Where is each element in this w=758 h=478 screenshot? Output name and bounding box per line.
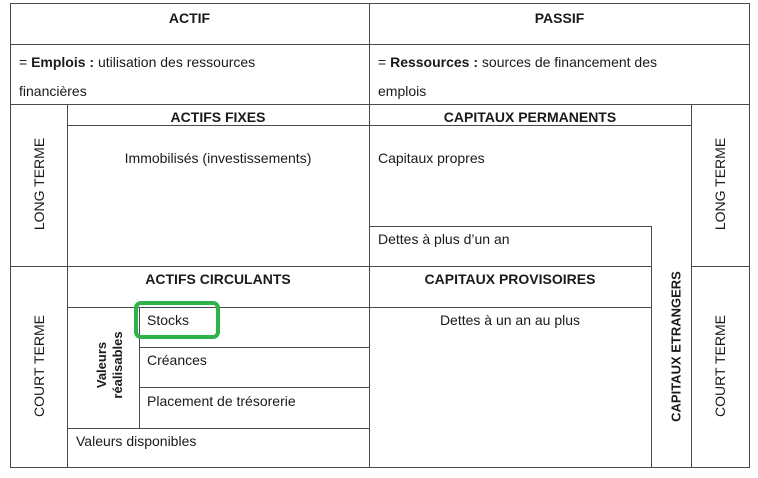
stocks-cell: Stocks <box>147 312 190 328</box>
actifs-fixes-heading: ACTIFS FIXES <box>170 109 266 125</box>
stocks-highlight <box>134 301 220 339</box>
dettes-court-cell: Dettes à un an au plus <box>439 312 581 328</box>
long-terme-left: LONG TERME <box>31 137 47 231</box>
valeurs-disponibles-cell: Valeurs disponibles <box>76 433 197 449</box>
border-left <box>10 3 11 468</box>
line-stocks <box>139 347 369 348</box>
emplois-term: Emplois <box>31 54 86 70</box>
realisables-label: réalisables <box>110 331 125 399</box>
passif-header: PASSIF <box>534 10 585 26</box>
emplois-definition <box>19 48 364 106</box>
ressources-definition <box>378 48 746 106</box>
court-terme-left: COURT TERME <box>31 315 47 417</box>
line-right-term <box>691 104 692 468</box>
border-top <box>10 3 750 4</box>
actifs-circulants-heading: ACTIFS CIRCULANTS <box>145 271 291 287</box>
capitaux-propres-cell: Capitaux propres <box>378 150 485 166</box>
ressources-text: sources de financement des <box>478 54 658 70</box>
dettes-long-cell: Dettes à plus d’un an <box>378 231 510 247</box>
immobilises-cell: Immobilisés (investissements) <box>124 150 312 166</box>
line-capitaux-provisoires <box>369 307 651 308</box>
capitaux-permanents-heading: CAPITAUX PERMANENTS <box>443 109 617 125</box>
emplois-sep: : <box>85 54 98 70</box>
line-creances <box>139 387 369 388</box>
capitaux-etrangers-label: CAPITAUX ETRANGERS <box>668 271 684 422</box>
line-capitaux-propres <box>369 226 651 227</box>
valeurs-label: Valeurs <box>94 341 109 389</box>
line-actif-passif <box>369 3 370 468</box>
court-terme-right: COURT TERME <box>712 315 728 417</box>
border-bottom <box>10 467 750 468</box>
emplois-text-2: financières <box>19 83 87 99</box>
border-right <box>749 3 750 468</box>
line-long-court-left <box>10 266 651 267</box>
line-below-header <box>10 44 750 45</box>
ressources-prefix: = <box>378 54 391 70</box>
valeurs-realisables-label <box>94 310 126 420</box>
emplois-text: utilisation des ressources <box>98 54 256 70</box>
line-placement <box>67 428 369 429</box>
line-capitaux-etrangers <box>651 226 652 468</box>
capitaux-provisoires-heading: CAPITAUX PROVISOIRES <box>424 271 596 287</box>
ressources-text-2: emplois <box>378 83 427 99</box>
line-long-court-right <box>691 266 750 267</box>
long-terme-right: LONG TERME <box>712 137 728 231</box>
emplois-prefix: = <box>19 54 32 70</box>
actif-header: ACTIF <box>168 10 211 26</box>
ressources-term: Ressources : <box>390 54 479 70</box>
placement-cell: Placement de trésorerie <box>147 393 296 409</box>
creances-cell: Créances <box>147 352 207 368</box>
